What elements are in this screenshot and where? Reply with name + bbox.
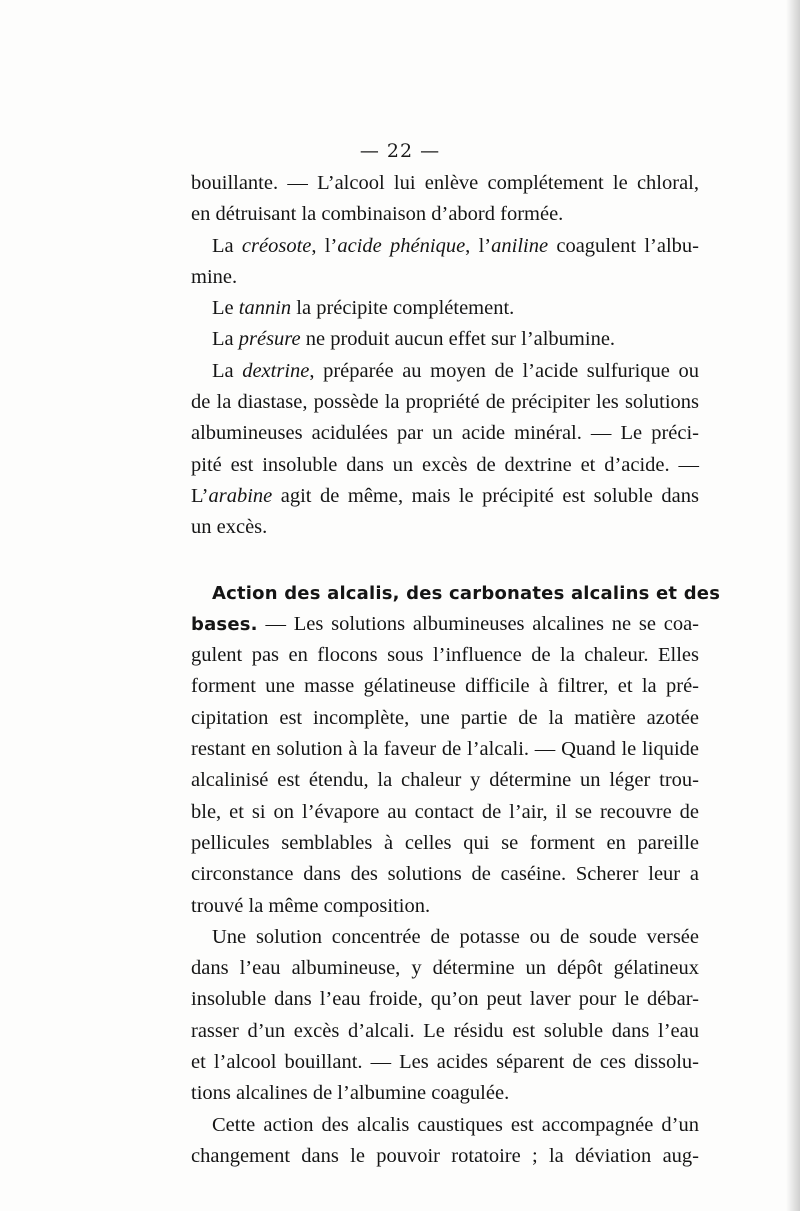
- paragraph-2: [191, 231, 699, 294]
- text-line: forment une masse gélatineuse difficile à filtrer, et la pré-: [191, 675, 699, 698]
- page-number: — 22 —: [359, 140, 441, 162]
- text-line: Une solution concentrée de potasse ou de soude versée: [212, 925, 699, 948]
- text-line: [191, 231, 699, 262]
- italic-term: aniline: [491, 234, 549, 257]
- text-line: mine.: [191, 265, 238, 288]
- text-line: alcalinisé est étendu, la chaleur y détermine un léger trou-: [191, 769, 699, 792]
- text-run: , l’: [311, 234, 338, 257]
- text-line: [191, 293, 699, 324]
- text-run: La: [212, 359, 243, 382]
- text-line: [191, 356, 699, 387]
- text-line: et l’alcool bouillant. — Les acides séparent de ces dissolu-: [191, 1051, 699, 1074]
- text-line: insoluble dans l’eau froide, qu’on peut laver pour le débar-: [191, 988, 699, 1011]
- text-run: ne produit aucun effet sur l’albumine.: [300, 328, 616, 351]
- text-run: Le: [212, 297, 239, 320]
- text-line: rasser d’un excès d’alcali. Le résidu est soluble dans l’eau: [191, 1019, 699, 1042]
- text-run: La: [212, 234, 242, 257]
- text-line: pellicules semblables à celles qui se forment en pareille: [191, 831, 699, 854]
- text-run: agit de même, mais le précipité est soluble dans: [272, 484, 699, 507]
- text-line: restant en solution à la faveur de l’alcali. — Quand le liquide: [191, 738, 699, 761]
- paragraph-3: [191, 293, 699, 324]
- text-line: en détruisant la combinaison d’abord formée.: [191, 203, 564, 226]
- text-line: pité est insoluble dans un excès de dextrine et d’acide. —: [191, 453, 699, 476]
- paragraph-1: [191, 168, 699, 231]
- italic-term: acide phénique: [337, 234, 466, 257]
- text-line: gulent pas en flocons sous l’influence de la chaleur. Elles: [191, 644, 699, 667]
- italic-term: présure: [238, 328, 301, 351]
- section-heading: bases.: [191, 613, 258, 635]
- section-paragraph: [191, 578, 721, 922]
- text-run: — Les solutions albumineuses alcalines ne se coa-: [257, 612, 699, 635]
- text-line: de la diastase, possède la propriété de précipiter les solutions: [191, 391, 699, 414]
- paragraph-4: [191, 324, 699, 355]
- text-line: tions alcalines de l’albumine coagulée.: [191, 1082, 510, 1105]
- text-line: changement dans le pouvoir rotatoire ; la déviation aug-: [191, 1144, 699, 1167]
- body-text: [191, 168, 721, 1172]
- text-line: bouillante. — L’alcool lui enlève complétement le chloral,: [191, 172, 699, 194]
- text-line: Cette action des alcalis caustiques est accompagnée d’un: [212, 1113, 699, 1136]
- text-line: cipitation est incomplète, une partie de la matière azotée: [191, 706, 699, 729]
- text-line: ble, et si on l’évapore au contact de l’air, il se recouvre de: [191, 800, 699, 823]
- section-heading: Action des alcalis, des carbonates alcalins et des: [212, 582, 721, 604]
- text-line: [191, 578, 721, 609]
- text-line: [191, 481, 699, 512]
- text-line: circonstance dans des solutions de caséine. Scherer leur a: [191, 863, 699, 886]
- italic-term: créosote: [241, 234, 312, 257]
- text-line: albumineuses acidulées par un acide minéral. — Le préci-: [191, 422, 699, 445]
- text-run: La: [212, 328, 239, 351]
- paragraph-7: [191, 922, 699, 1110]
- text-run: la précipite complétement.: [291, 297, 515, 320]
- paragraph-8: [191, 1110, 699, 1173]
- text-run: coagulent l’albu-: [548, 234, 699, 257]
- italic-term: arabine: [208, 484, 273, 507]
- text-run: , l’: [465, 234, 492, 257]
- italic-term: dextrine: [242, 359, 310, 382]
- text-line: [191, 324, 699, 355]
- text-line: dans l’eau albumineuse, y détermine un dépôt gélatineux: [191, 957, 699, 980]
- text-run: , préparée au moyen de l’acide sulfurique ou: [309, 359, 699, 382]
- italic-term: tannin: [238, 297, 292, 320]
- text-line: [191, 609, 699, 640]
- page-edge-shadow: [786, 0, 800, 1211]
- text-line: un excès.: [191, 516, 268, 539]
- text-run: L’: [191, 484, 209, 507]
- paragraph-5: [191, 356, 699, 544]
- section-spacer: [191, 544, 699, 578]
- text-line: trouvé la même composition.: [191, 894, 431, 917]
